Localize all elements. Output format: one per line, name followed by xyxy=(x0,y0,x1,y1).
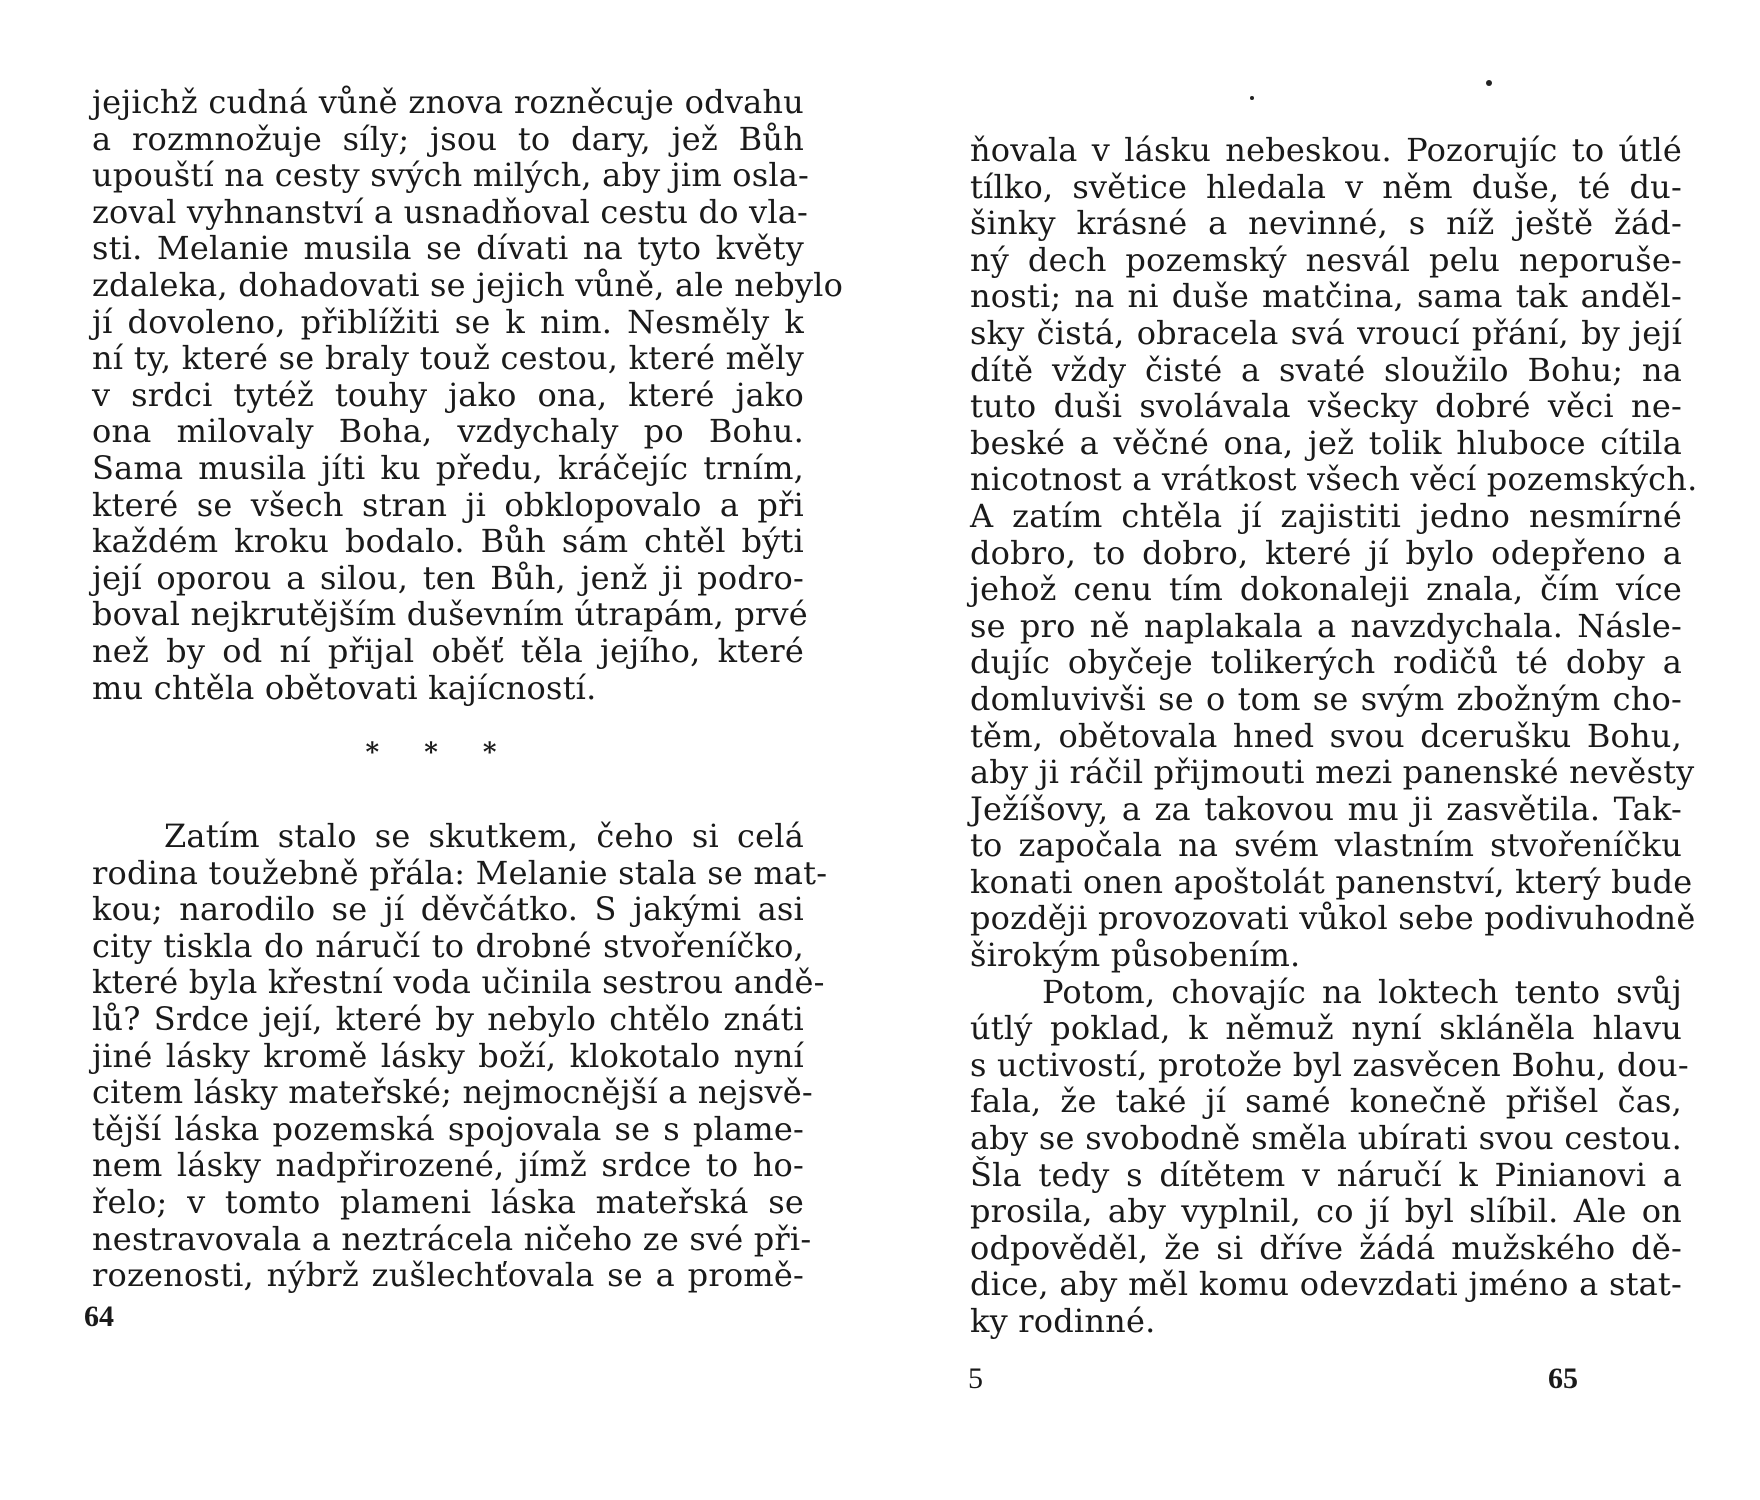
text-line: Šla tedy s dítětem v náručí k Pinianovi a xyxy=(970,1155,1682,1194)
text-line: zdaleka, dohadovati se jejich vůně, ale nebylo xyxy=(92,265,844,304)
text-line: tější láska pozemská spojovala se s plame- xyxy=(92,1109,804,1148)
text-line: Potom, chovajíc na loktech tento svůj xyxy=(1042,972,1682,1011)
text-line: boval nejkrutějším duševním útrapám, prvé xyxy=(92,595,808,634)
text-line: ní ty, které se braly touž cestou, které měly xyxy=(92,339,804,378)
text-line: citem lásky mateřské; nejmocnější a nejsvě- xyxy=(92,1073,813,1112)
text-line: nestravovala a neztrácela ničeho ze své při- xyxy=(92,1219,812,1258)
text-line: později provozovati vůkol sebe podivuhodně xyxy=(970,899,1696,938)
text-line: s uctivostí, protože byl zasvěcen Bohu, dou- xyxy=(970,1045,1689,1084)
text-line: dice, aby měl komu odevzdati jméno a stat- xyxy=(970,1265,1682,1304)
text-line: Zatím stalo se skutkem, čeho si celá xyxy=(164,817,804,855)
text-line: fala, že také jí samé konečně přišel čas, xyxy=(970,1082,1682,1121)
text-line: jehož cenu tím dokonaleji znala, čím více xyxy=(970,570,1682,609)
text-line: ný dech pozemský nesvál pelu neporuše- xyxy=(970,240,1682,279)
text-line: zoval vyhnanství a usnadňoval cestu do vla- xyxy=(92,192,809,231)
text-line: jiné lásky kromě lásky boží, klokotalo nyní xyxy=(92,1036,804,1075)
text-line: aby ji ráčil přijmouti mezi panenské nevěsty xyxy=(970,753,1695,792)
text-line: Ježíšovy, a za takovou mu ji zasvětila. Tak- xyxy=(970,789,1682,828)
text-line: A zatím chtěla jí zajistiti jedno nesmírné xyxy=(970,496,1682,535)
text-line: dítě vždy čisté a svaté sloužilo Bohu; na xyxy=(970,350,1682,389)
ink-speck xyxy=(1486,80,1492,86)
text-line: nicotnost a vrátkost všech věcí pozemských. xyxy=(970,460,1698,499)
left-bottom-paragraph xyxy=(92,817,828,1295)
text-line: jí dovoleno, přiblížiti se k nim. Nesměly k xyxy=(92,302,804,341)
text-line: a rozmnožuje síly; jsou to dary, jež Bůh xyxy=(92,119,804,158)
section-break: * * * xyxy=(365,738,515,768)
text-line: Sama musila jíti ku předu, kráčejíc trním, xyxy=(92,448,804,487)
text-line: které se všech stran ji obklopovalo a při xyxy=(92,485,804,524)
text-line: domluvivši se o tom se svým zbožným cho- xyxy=(970,679,1682,718)
text-line: útlý poklad, k němuž nyní skláněla hlavu xyxy=(970,1009,1682,1048)
left-top-paragraph xyxy=(92,83,844,707)
text-line: než by od ní přijal oběť těla jejího, které xyxy=(92,631,804,670)
text-line: aby se svobodně směla ubírati svou cestou. xyxy=(970,1119,1682,1158)
text-line: konati onen apoštolát panenství, který bude xyxy=(970,862,1693,901)
text-line: rodina toužebně přála: Melanie stala se mat- xyxy=(92,853,828,892)
text-line: mu chtěla obětovati kajícností. xyxy=(92,668,597,707)
text-line: řelo; v tomto plameni láska mateřská se xyxy=(92,1182,804,1221)
text-line: sky čistá, obracela svá vroucí přání, by její xyxy=(970,313,1682,352)
text-line: tuto duši svolávala všecky dobré věci ne- xyxy=(970,387,1682,426)
text-line: odpověděl, že si dříve žádá mužského dě- xyxy=(970,1228,1682,1267)
text-line: nem lásky nadpřirozené, jímž srdce to ho- xyxy=(92,1146,804,1185)
right-text xyxy=(970,131,1698,1340)
text-line: kou; narodilo se jí děvčátko. S jakými asi xyxy=(92,890,804,929)
ink-speck xyxy=(1250,96,1254,100)
text-line: sti. Melanie musila se dívati na tyto květy xyxy=(92,229,804,268)
text-line: se pro ně naplakala a navzdychala. Násle- xyxy=(970,606,1682,645)
text-line: tílko, světice hledala v něm duše, té du- xyxy=(970,167,1682,206)
text-line: v srdci tytéž touhy jako ona, které jako xyxy=(92,375,804,414)
page-number-right: 65 xyxy=(1548,1362,1578,1395)
text-line: jejichž cudná vůně znova rozněcuje odvahu xyxy=(92,83,804,121)
text-line: prosila, aby vyplnil, co jí byl slíbil. Ale on xyxy=(970,1192,1682,1231)
text-line: nosti; na ni duše matčina, sama tak anděl- xyxy=(970,277,1682,316)
right-page xyxy=(880,0,1760,1500)
text-line: ona milovaly Boha, vzdychaly po Bohu. xyxy=(92,412,804,451)
text-line: dujíc obyčeje tolikerých rodičů té doby a xyxy=(970,643,1682,682)
text-line: dobro, to dobro, které jí bylo odepřeno a xyxy=(970,533,1682,572)
text-line: těm, obětovala hned svou dcerušku Bohu, xyxy=(970,716,1682,755)
text-line: širokým působením. xyxy=(970,936,1301,975)
text-line: to započala na svém vlastním stvořeníčku xyxy=(970,826,1682,865)
page-number-left: 64 xyxy=(84,1300,114,1333)
text-line: každém kroku bodalo. Bůh sám chtěl býti xyxy=(92,522,804,561)
text-line: upouští na cesty svých milých, aby jim osla- xyxy=(92,156,810,195)
text-line: city tiskla do náručí to drobné stvořeníčko, xyxy=(92,926,804,965)
text-line: které byla křestní voda učinila sestrou andě- xyxy=(92,963,825,1002)
text-line: lů? Srdce její, které by nebylo chtělo znáti xyxy=(92,999,804,1038)
text-line: beské a věčné ona, jež tolik hluboce cítila xyxy=(970,423,1682,462)
text-line: šinky krásné a nevinné, s níž ještě žád- xyxy=(970,204,1682,243)
text-line: ňovala v lásku nebeskou. Pozorujíc to útlé xyxy=(970,131,1682,169)
signature-mark: 5 xyxy=(968,1362,983,1395)
text-line: rozenosti, nýbrž zušlechťovala se a promě- xyxy=(92,1256,804,1295)
text-line: ky rodinné. xyxy=(970,1302,1156,1340)
text-line: její oporou a silou, ten Bůh, jenž ji podro- xyxy=(92,558,804,597)
